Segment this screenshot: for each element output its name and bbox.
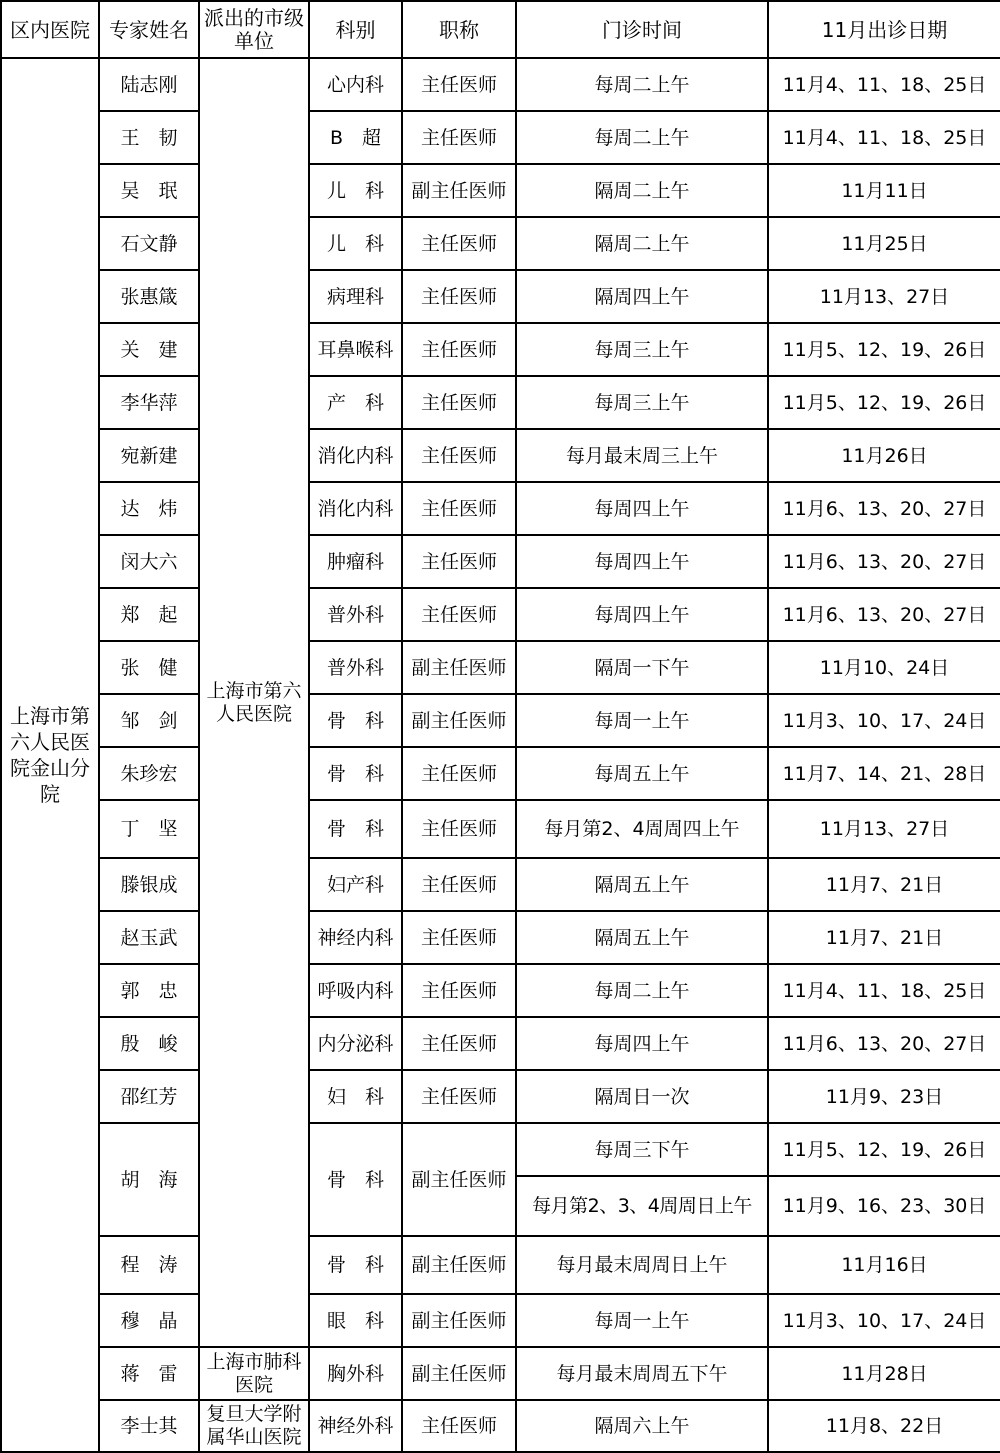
title-cell: 副主任医师 — [402, 164, 516, 217]
table-row — [1, 1400, 1000, 1452]
title-cell: 主任医师 — [402, 482, 516, 535]
title-cell: 主任医师 — [402, 535, 516, 588]
expert-name-cell: 李士其 — [99, 1400, 199, 1452]
clinic-time-cell: 每周四上午 — [516, 482, 768, 535]
table-row — [1, 111, 1000, 164]
department-cell: 骨 科 — [309, 747, 402, 800]
dates-cell: 11月10、24日 — [768, 641, 1000, 694]
dates-cell: 11月6、13、20、27日 — [768, 482, 1000, 535]
expert-name-cell: 石文静 — [99, 217, 199, 270]
expert-name-cell: 王 韧 — [99, 111, 199, 164]
dispatch-unit-cell: 上海市第六人民医院 — [199, 58, 309, 1347]
clinic-time-cell: 隔周四上午 — [516, 270, 768, 323]
table-row — [1, 535, 1000, 588]
title-cell: 主任医师 — [402, 1070, 516, 1123]
clinic-time-cell: 每周五上午 — [516, 747, 768, 800]
title-cell: 副主任医师 — [402, 694, 516, 747]
expert-name-cell: 穆 晶 — [99, 1294, 199, 1347]
dates-cell: 11月6、13、20、27日 — [768, 535, 1000, 588]
expert-name-cell: 郑 起 — [99, 588, 199, 641]
header-clinic-time: 门诊时间 — [516, 1, 768, 58]
expert-name-cell: 邹 剑 — [99, 694, 199, 747]
header-dispatch-unit: 派出的市级单位 — [199, 1, 309, 58]
title-cell: 主任医师 — [402, 376, 516, 429]
dates-cell: 11月3、10、17、24日 — [768, 1294, 1000, 1347]
clinic-time-cell: 每周二上午 — [516, 964, 768, 1017]
expert-name-cell: 丁 坚 — [99, 800, 199, 858]
table-row — [1, 964, 1000, 1017]
dates-cell: 11月7、21日 — [768, 858, 1000, 911]
dates-cell: 11月5、12、19、26日 — [768, 376, 1000, 429]
title-cell: 主任医师 — [402, 111, 516, 164]
clinic-time-cell: 隔周二上午 — [516, 164, 768, 217]
department-cell: 普外科 — [309, 588, 402, 641]
table-row — [1, 694, 1000, 747]
title-cell: 主任医师 — [402, 1400, 516, 1452]
title-cell: 主任医师 — [402, 747, 516, 800]
dates-cell: 11月26日 — [768, 429, 1000, 482]
dates-cell: 11月4、11、18、25日 — [768, 58, 1000, 111]
dates-cell: 11月8、22日 — [768, 1400, 1000, 1452]
title-cell: 主任医师 — [402, 217, 516, 270]
department-cell: 普外科 — [309, 641, 402, 694]
header-row — [1, 1, 1000, 58]
table-row — [1, 323, 1000, 376]
clinic-time-cell: 每月第2、4周周四上午 — [516, 800, 768, 858]
department-cell: 妇 科 — [309, 1070, 402, 1123]
department-cell: 眼 科 — [309, 1294, 402, 1347]
clinic-time-cell: 每周四上午 — [516, 535, 768, 588]
expert-name-cell: 赵玉武 — [99, 911, 199, 964]
department-cell: 内分泌科 — [309, 1017, 402, 1070]
department-cell: 骨 科 — [309, 694, 402, 747]
dates-cell: 11月4、11、18、25日 — [768, 964, 1000, 1017]
expert-name-cell: 达 炜 — [99, 482, 199, 535]
title-cell: 副主任医师 — [402, 1123, 516, 1236]
department-cell: 胸外科 — [309, 1347, 402, 1400]
clinic-time-cell: 隔周五上午 — [516, 858, 768, 911]
department-cell: 呼吸内科 — [309, 964, 402, 1017]
title-cell: 主任医师 — [402, 858, 516, 911]
district-hospital-cell: 上海市第六人民医院金山分院 — [1, 58, 99, 1452]
title-cell: 副主任医师 — [402, 641, 516, 694]
header-hospital: 区内医院 — [1, 1, 99, 58]
dates-cell: 11月5、12、19、26日 — [768, 323, 1000, 376]
title-cell: 副主任医师 — [402, 1294, 516, 1347]
expert-name-cell: 殷 峻 — [99, 1017, 199, 1070]
expert-name-cell: 关 建 — [99, 323, 199, 376]
expert-name-cell: 朱珍宏 — [99, 747, 199, 800]
clinic-time-cell: 每周三上午 — [516, 376, 768, 429]
dates-cell: 11月9、16、23、30日 — [768, 1176, 1000, 1236]
table-row — [1, 1347, 1000, 1400]
header-expert-name: 专家姓名 — [99, 1, 199, 58]
expert-name-cell: 郭 忠 — [99, 964, 199, 1017]
title-cell: 主任医师 — [402, 964, 516, 1017]
title-cell: 主任医师 — [402, 323, 516, 376]
clinic-time-cell: 每周一上午 — [516, 1294, 768, 1347]
dates-cell: 11月6、13、20、27日 — [768, 1017, 1000, 1070]
expert-name-cell: 陆志刚 — [99, 58, 199, 111]
department-cell: 儿 科 — [309, 164, 402, 217]
title-cell: 副主任医师 — [402, 1347, 516, 1400]
header-title: 职称 — [402, 1, 516, 58]
table-row — [1, 58, 1000, 111]
table-row — [1, 164, 1000, 217]
clinic-time-cell: 每月最末周周五下午 — [516, 1347, 768, 1400]
department-cell: 神经外科 — [309, 1400, 402, 1452]
table-row — [1, 858, 1000, 911]
table-row — [1, 217, 1000, 270]
header-department: 科别 — [309, 1, 402, 58]
clinic-time-cell: 每月第2、3、4周周日上午 — [516, 1176, 768, 1236]
dates-cell: 11月3、10、17、24日 — [768, 694, 1000, 747]
department-cell: 骨 科 — [309, 1123, 402, 1236]
department-cell: B 超 — [309, 111, 402, 164]
dates-cell: 11月5、12、19、26日 — [768, 1123, 1000, 1176]
dates-cell: 11月13、27日 — [768, 800, 1000, 858]
expert-name-cell: 滕银成 — [99, 858, 199, 911]
table-row — [1, 911, 1000, 964]
clinic-time-cell: 每月最末周三上午 — [516, 429, 768, 482]
department-cell: 妇产科 — [309, 858, 402, 911]
table-row — [1, 800, 1000, 858]
table-row — [1, 376, 1000, 429]
dates-cell: 11月4、11、18、25日 — [768, 111, 1000, 164]
clinic-time-cell: 每周二上午 — [516, 58, 768, 111]
dates-cell: 11月6、13、20、27日 — [768, 588, 1000, 641]
department-cell: 骨 科 — [309, 800, 402, 858]
clinic-time-cell: 隔周二上午 — [516, 217, 768, 270]
table-row — [1, 270, 1000, 323]
table-row — [1, 1294, 1000, 1347]
department-cell: 产 科 — [309, 376, 402, 429]
clinic-time-cell: 每周四上午 — [516, 1017, 768, 1070]
title-cell: 主任医师 — [402, 911, 516, 964]
title-cell: 副主任医师 — [402, 1236, 516, 1294]
department-cell: 骨 科 — [309, 1236, 402, 1294]
clinic-time-cell: 每月最末周周日上午 — [516, 1236, 768, 1294]
table-row — [1, 1017, 1000, 1070]
expert-name-cell: 蒋 雷 — [99, 1347, 199, 1400]
expert-name-cell: 李华萍 — [99, 376, 199, 429]
department-cell: 病理科 — [309, 270, 402, 323]
table-row — [1, 1070, 1000, 1123]
title-cell: 主任医师 — [402, 800, 516, 858]
table-row — [1, 1236, 1000, 1294]
clinic-time-cell: 隔周一下午 — [516, 641, 768, 694]
title-cell: 主任医师 — [402, 429, 516, 482]
clinic-time-cell: 每周三上午 — [516, 323, 768, 376]
table-row — [1, 747, 1000, 800]
expert-name-cell: 邵红芳 — [99, 1070, 199, 1123]
dispatch-unit-cell: 上海市肺科医院 — [199, 1347, 309, 1400]
clinic-time-cell: 隔周日一次 — [516, 1070, 768, 1123]
table-row — [1, 588, 1000, 641]
dispatch-unit-cell: 复旦大学附属华山医院 — [199, 1400, 309, 1452]
clinic-time-cell: 每周三下午 — [516, 1123, 768, 1176]
dates-cell: 11月7、14、21、28日 — [768, 747, 1000, 800]
expert-name-cell: 张惠箴 — [99, 270, 199, 323]
expert-name-cell: 程 涛 — [99, 1236, 199, 1294]
table-row — [1, 482, 1000, 535]
dates-cell: 11月25日 — [768, 217, 1000, 270]
dates-cell: 11月16日 — [768, 1236, 1000, 1294]
department-cell: 神经内科 — [309, 911, 402, 964]
dates-cell: 11月11日 — [768, 164, 1000, 217]
clinic-time-cell: 隔周五上午 — [516, 911, 768, 964]
expert-name-cell: 胡 海 — [99, 1123, 199, 1236]
title-cell: 主任医师 — [402, 270, 516, 323]
expert-name-cell: 张 健 — [99, 641, 199, 694]
table-row — [1, 429, 1000, 482]
title-cell: 主任医师 — [402, 588, 516, 641]
dates-cell: 11月28日 — [768, 1347, 1000, 1400]
clinic-time-cell: 每周二上午 — [516, 111, 768, 164]
expert-name-cell: 吴 珉 — [99, 164, 199, 217]
clinic-time-cell: 每周一上午 — [516, 694, 768, 747]
department-cell: 消化内科 — [309, 429, 402, 482]
title-cell: 主任医师 — [402, 1017, 516, 1070]
department-cell: 肿瘤科 — [309, 535, 402, 588]
dates-cell: 11月9、23日 — [768, 1070, 1000, 1123]
title-cell: 主任医师 — [402, 58, 516, 111]
clinic-time-cell: 每周四上午 — [516, 588, 768, 641]
expert-name-cell: 闵大六 — [99, 535, 199, 588]
table-row — [1, 1123, 1000, 1176]
clinic-time-cell: 隔周六上午 — [516, 1400, 768, 1452]
department-cell: 心内科 — [309, 58, 402, 111]
department-cell: 儿 科 — [309, 217, 402, 270]
department-cell: 消化内科 — [309, 482, 402, 535]
dates-cell: 11月7、21日 — [768, 911, 1000, 964]
expert-name-cell: 宛新建 — [99, 429, 199, 482]
dates-cell: 11月13、27日 — [768, 270, 1000, 323]
table-row — [1, 641, 1000, 694]
department-cell: 耳鼻喉科 — [309, 323, 402, 376]
header-november-dates: 11月出诊日期 — [768, 1, 1000, 58]
